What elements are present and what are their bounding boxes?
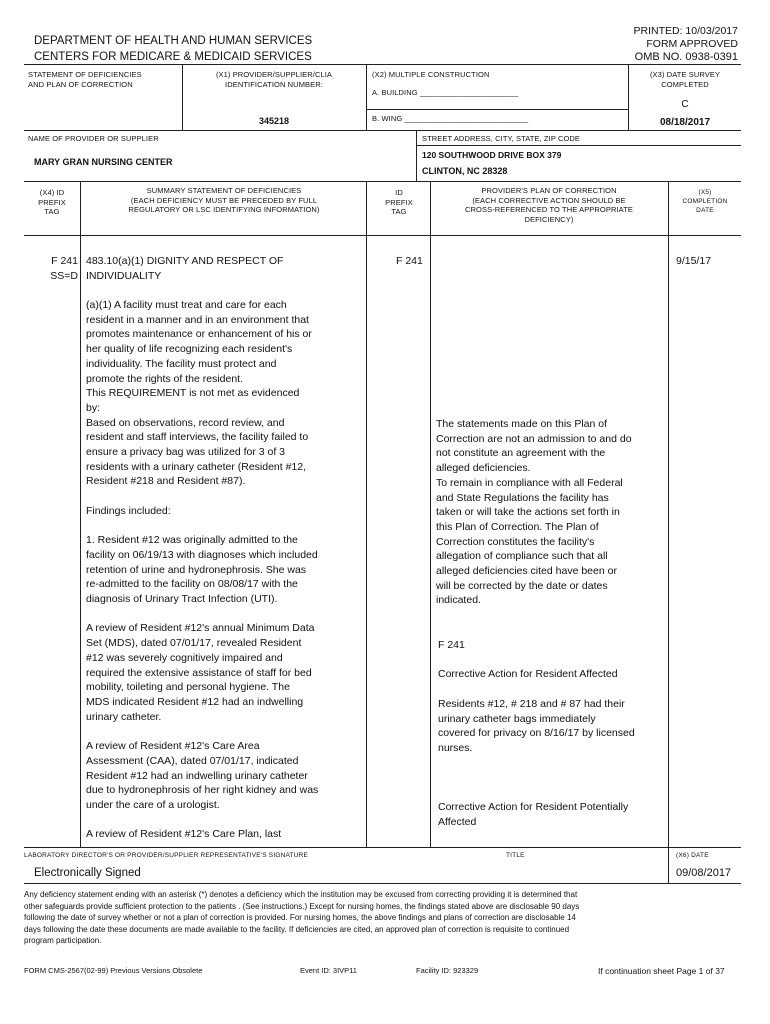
rule: [24, 235, 741, 236]
rule: [628, 64, 629, 130]
statement-label: STATEMENT OF DEFICIENCIES AND PLAN OF CORRECTION: [28, 70, 142, 89]
form-id: FORM CMS-2567(02-99) Previous Versions Obsolete: [24, 966, 203, 975]
rule: [182, 64, 183, 130]
building-label: A. BUILDING _______________________: [372, 88, 519, 97]
plan-body: The statements made on this Plan of Correction are not an admission to and do not constitute an agreement with the alleged deficiencies. To remain in compliance with all Federal and State Regulations the facility has taken or will take the actions set forth in this Plan of Correction. The Plan of Correction constitutes the facility's allegation of compliance such that all alleged deficiencies cited have been or will be corrected by the date or dates indicated.: [436, 418, 632, 607]
provider-name-label: NAME OF PROVIDER OR SUPPLIER: [28, 134, 159, 143]
left-tag: F 241 SS=D: [50, 255, 78, 282]
signature-label: LABORATORY DIRECTOR'S OR PROVIDER/SUPPLIER REPRESENTATIVE'S SIGNATURE: [24, 852, 309, 859]
address-label: STREET ADDRESS, CITY, STATE, ZIP CODE: [422, 134, 581, 143]
plan-header: PROVIDER'S PLAN OF CORRECTION (EACH CORRECTIVE ACTION SHOULD BE CROSS-REFERENCED TO THE APPROPRIATE DEFICIENCY): [465, 186, 633, 224]
approval-block: [634, 25, 738, 64]
x2-label: (X2) MULTIPLE CONSTRUCTION: [372, 70, 490, 79]
x4-header: (X4) ID PREFIX TAG: [38, 188, 66, 216]
omb-number: OMB NO. 0938-0391: [634, 51, 738, 63]
summary-body: (a)(1) A facility must treat and care for each resident in a manner and in an environment that promotes maintenance or enhancement of his or her quality of life recognizing each resident's individuality. The facility must protect and promote the rights of the resident. This REQUIREMENT is not met as evidenced by: Based on observations, record review, and resident and staff interviews, the facility failed to ensure a privacy bag was utilized for 3 of 3 residents with a urinary catheter (Resident #12, Resident #218 and Resident #87). Findings included: 1. Resident #12 was originally admitted to the facility on 06/19/13 with diagnoses which included retention of urine and hydronephrosis. She was re-admitted to the facility on 08/08/17 with the diagnosis of Urinary Tract Infection (UTI). A review of Resident #12's annual Minimum Data Set (MDS), dated 07/01/17, revealed Resident #12 was severely cognitively impaired and required the extensive assistance of staff for bed mobility, toileting and personal hygiene. The MDS indicated Resident #12 had an indwelling urinary catheter. A review of Resident #12's Care Area Assessment (CAA), dated 07/01/17, indicated Resident #12 had an indwelling urinary catheter due to hydronephrosis of her right kidney and was under the care of a urologist. A review of Resident #12's Care Plan, last: [86, 299, 319, 841]
summary-header: SUMMARY STATEMENT OF DEFICIENCIES (EACH DEFICIENCY MUST BE PRECEDED BY FULL REGULATORY OR LSC IDENTIFYING INFORMATION): [128, 186, 320, 214]
id-header: ID PREFIX TAG: [385, 188, 413, 216]
right-tag: F 241: [396, 255, 423, 267]
plan-paragraph: Residents #12, # 218 and # 87 had their urinary catheter bags immediately covered for privacy on 8/16/17 by licensed nurses.: [438, 698, 635, 755]
rule: [24, 883, 741, 884]
agency-header: [34, 34, 312, 65]
address-line1: 120 SOUTHWOOD DRIVE BOX 379: [422, 150, 562, 160]
disclaimer-text: Any deficiency statement ending with an asterisk (*) denotes a deficiency which the institution may be excused from correcting providing it is determined that other safeguards provide sufficient protection to the patients . (See instructions.) Except for nursing homes, the findings stated above are disclosable 90 days following the date of survey whether or not a plan of correction is provided. For nursing homes, the above findings and plans of correction are disclosable 14 days following the date these documents are made available to the facility. If deficiencies are cited, an approved plan of correction is requisite to continued program participation.: [24, 890, 580, 946]
rule: [668, 181, 669, 847]
plan-heading-affected: Corrective Action for Resident Affected: [438, 668, 618, 680]
rule: [24, 847, 741, 848]
x1-label: (X1) PROVIDER/SUPPLIER/CLIA IDENTIFICATION NUMBER:: [215, 70, 333, 89]
continuation-page: If continuation sheet Page 1 of 37: [598, 966, 725, 976]
signature-value: Electronically Signed: [34, 867, 141, 879]
plan-tag: F 241: [438, 639, 465, 651]
wing-label: B. WING _____________________________: [372, 114, 529, 123]
rule: [80, 181, 81, 847]
printed-date: PRINTED: 10/03/2017: [633, 25, 738, 37]
date-label: (X6) DATE: [676, 852, 709, 859]
provider-name-value: MARY GRAN NURSING CENTER: [34, 157, 173, 167]
rule: [24, 130, 741, 131]
rule: [24, 64, 741, 65]
rule: [416, 130, 417, 181]
plan-heading-potential: Corrective Action for Resident Potentially Affected: [438, 801, 629, 828]
signature-date-value: 09/08/2017: [676, 867, 732, 879]
address-line2: CLINTON, NC 28328: [422, 166, 508, 176]
event-id: Event ID: 3IVP11: [300, 966, 357, 975]
x3-value: 08/18/2017: [659, 117, 711, 128]
completion-date: 9/15/17: [676, 255, 712, 267]
rule: [430, 181, 431, 847]
facility-id: Facility ID: 923329: [416, 966, 479, 975]
rule: [668, 847, 669, 883]
summary-title: 483.10(a)(1) DIGNITY AND RESPECT OF INDIVIDUALITY: [86, 255, 284, 282]
form-approved: FORM APPROVED: [646, 37, 738, 50]
rule: [366, 181, 367, 847]
department-line: DEPARTMENT OF HEALTH AND HUMAN SERVICES: [34, 35, 313, 47]
rule: [24, 181, 741, 182]
title-label: TITLE: [506, 852, 525, 859]
x5-header: (X5) COMPLETION DATE: [682, 189, 728, 214]
x1-value: 345218: [258, 116, 290, 126]
x3-label: (X3) DATE SURVEY COMPLETED: [649, 70, 721, 89]
rule: [416, 145, 741, 146]
centers-line: CENTERS FOR MEDICARE & MEDICAID SERVICES: [34, 50, 312, 63]
rule: [366, 109, 628, 110]
rule: [366, 64, 367, 130]
x3-letter: C: [681, 99, 689, 110]
